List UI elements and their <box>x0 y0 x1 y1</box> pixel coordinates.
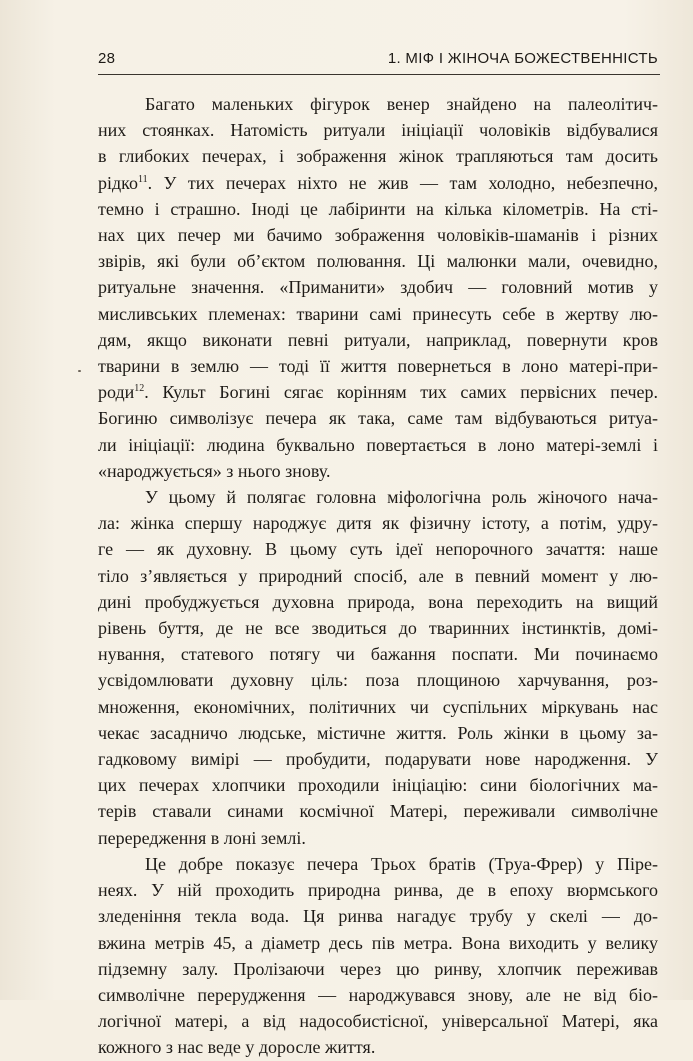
text-line: терів ставали синами космічної Матері, переживали символічне <box>98 801 658 822</box>
text-line <box>98 379 658 405</box>
text-fragment: роди <box>98 382 135 403</box>
text-fragment: . Культ Богині сягає корінням тих самих первісних печер. <box>144 382 658 403</box>
text-line: кожного з нас веде у доросле життя. <box>98 1037 376 1058</box>
text-line: темно і страшно. Іноді це лабіринти на кілька кілометрів. На сті- <box>98 198 658 219</box>
body-text <box>98 91 658 1061</box>
text-line: дині пробуджується духовна природа, вона переходить на вищий <box>98 591 658 612</box>
text-line: нування, статевого потягу чи бажання поспати. Ми починаємо <box>98 644 658 665</box>
page-header <box>98 50 660 75</box>
text-line: гадковому вимірі — пробудити, подарувати нове народження. У <box>98 749 658 770</box>
print-speck <box>78 370 81 372</box>
footnote-marker: 11 <box>138 173 148 185</box>
text-line: логічної матері, а від надособистісної, універсальної Матері, яка <box>98 1011 658 1032</box>
paragraph <box>98 484 658 851</box>
text-line <box>98 170 658 196</box>
text-line: них стоянках. Натомість ритуали ініціації чоловіків відбувалися <box>98 120 658 141</box>
text-line: нах цих печер ми бачимо зображення чоловіків-шаманів і різних <box>98 225 658 246</box>
text-line: цих печерах хлопчики проходили ініціацію: сини біологічних ма- <box>98 775 658 796</box>
text-line: У цьому й полягає головна міфологічна роль жіночого нача- <box>145 487 658 508</box>
text-line: «народжується» з нього знову. <box>98 460 331 481</box>
footnote-marker: 12 <box>134 383 145 395</box>
text-line: перередження в лоні землі. <box>98 827 306 848</box>
text-line: Це добре показує печера Трьох братів (Труа-Фрер) у Піре- <box>145 853 658 874</box>
running-head: 1. МІФ І ЖІНОЧА БОЖЕСТВЕННІСТЬ <box>387 50 658 67</box>
text-line: в глибоких печерах, і зображення жінок трапляються там досить <box>98 146 658 167</box>
page-number: 28 <box>98 50 116 67</box>
text-line: ритуальне значення. «Приманити» здобич — головний мотив у <box>98 277 658 298</box>
text-line: Багато маленьких фігурок венер знайдено на палеолітич- <box>145 94 658 114</box>
text-fragment: . У тих печерах ніхто не жив — там холодно, небезпечно, <box>147 172 658 193</box>
text-line: неях. У ній проходить природна ринва, де в епоху вюрмського <box>98 880 658 901</box>
text-line: мисливських племенах: тварини самі принесуть себе в жертву лю- <box>98 303 658 324</box>
paragraph <box>98 91 658 484</box>
text-line: усвідомлювати духовну ціль: поза площиною харчування, роз- <box>98 670 658 691</box>
text-line: дям, якщо виконати певні ритуали, наприклад, повернути кров <box>98 329 658 350</box>
text-line: рівень буття, де не все зводиться до тваринних інстинктів, домі- <box>98 618 658 639</box>
text-line: множення, економічних, політичних чи суспільних міркувань нас <box>98 696 658 717</box>
text-line: чекає засадничо людське, містичне життя. Роль жінки в цьому за- <box>98 722 658 743</box>
text-line: символічне перерудження — народжувався знову, але не від біо- <box>98 984 658 1005</box>
text-line: ге — як духовну. В цьому суть ідеї непорочного зачаття: наше <box>98 539 658 560</box>
text-line: ли ініціації: людина буквально повертається в лоно матері-землі і <box>98 434 658 455</box>
text-line: тварини в землю — тоді її життя повернеться в лоно матері-при- <box>98 356 658 377</box>
text-fragment: рідко <box>98 172 138 193</box>
text-line: зледеніння текла вода. Ця ринва нагадує трубу у скелі — до- <box>98 906 658 927</box>
text-line: Богиню символізує печера як така, саме там відбуваються ритуа- <box>98 408 658 429</box>
text-line: підземну залу. Пролізаючи через цю ринву, хлопчик переживав <box>98 958 658 979</box>
text-line: вжина метрів 45, а діаметр десь пів метра. Вона виходить у велику <box>98 932 658 953</box>
text-line: ла: жінка спершу народжує дитя як фізичну істоту, а потім, удру- <box>98 513 658 534</box>
paragraph <box>98 851 658 1061</box>
text-line: звірів, які були об’єктом полювання. Ці малюнки мали, очевидно, <box>98 251 658 272</box>
text-line: тіло з’являється у природний спосіб, але в певний момент у лю- <box>98 565 658 586</box>
